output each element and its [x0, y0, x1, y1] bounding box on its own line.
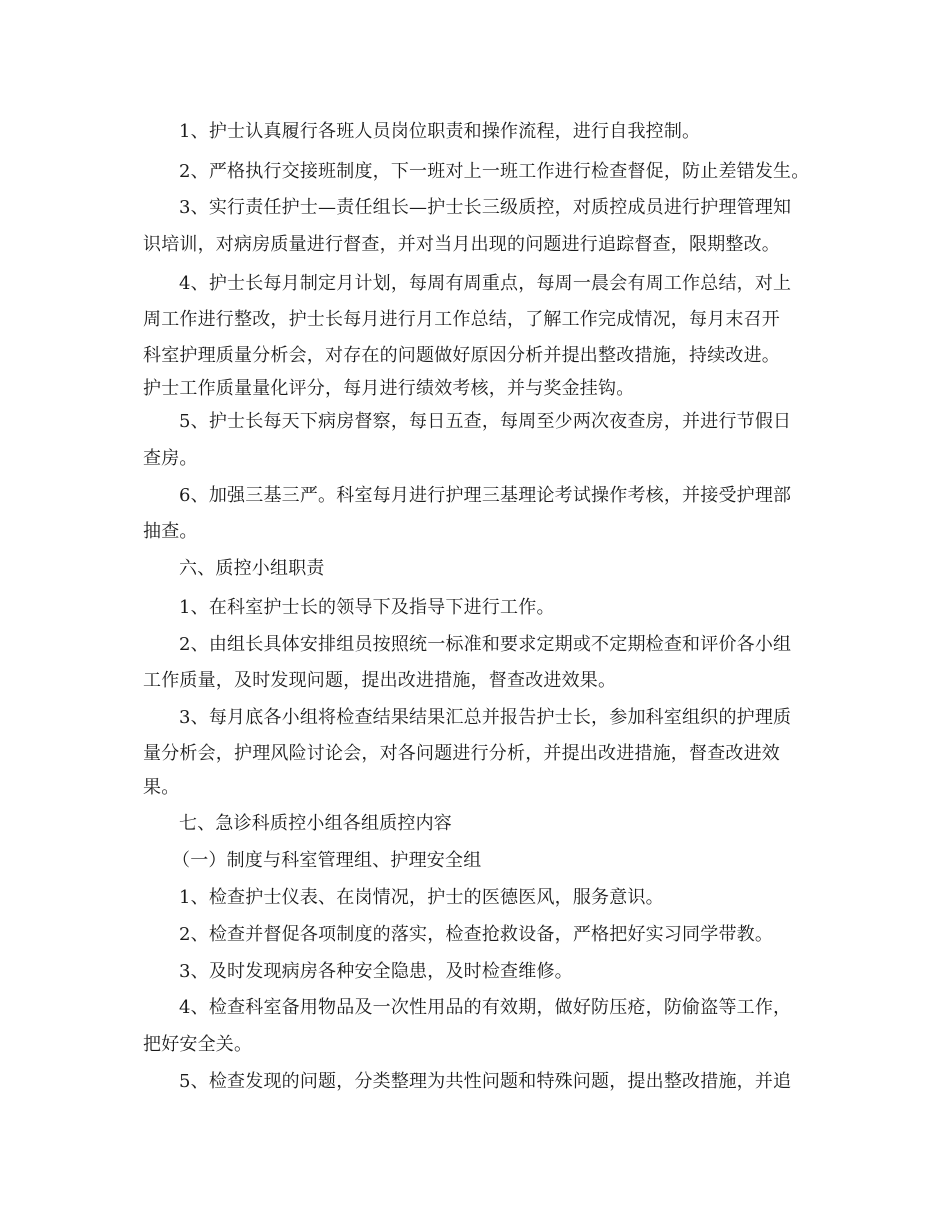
text-line: 2、检查并督促各项制度的落实，检查抢救设备，严格把好实习同学带教。 — [179, 924, 774, 945]
text-line: 把好安全关。 — [143, 1034, 253, 1055]
text-line: 科室护理质量分析会，对存在的问题做好原因分析并提出整改措施，持续改进。 — [143, 345, 780, 366]
text-line: 周工作进行整改，护士长每月进行月工作总结，了解工作完成情况，每月末召开 — [143, 309, 780, 330]
text-line: 1、护士认真履行各班人员岗位职责和操作流程，进行自我控制。 — [179, 121, 701, 142]
text-line: 查房。 — [143, 448, 198, 469]
text-line: 果。 — [143, 777, 180, 798]
text-line: 3、每月底各小组将检查结果结果汇总并报告护士长，参加科室组织的护理质 — [179, 707, 792, 728]
text-line: 3、及时发现病房各种安全隐患，及时检查维修。 — [179, 961, 573, 982]
text-line: 1、检查护士仪表、在岗情况，护士的医德医风，服务意识。 — [179, 887, 664, 908]
text-line: 量分析会，护理风险讨论会，对各问题进行分析，并提出改进措施，督查改进效 — [143, 743, 780, 764]
text-line: 5、检查发现的问题，分类整理为共性问题和特殊问题，提出整改措施，并追 — [179, 1071, 792, 1092]
section-heading: 六、质控小组职责 — [179, 558, 325, 579]
text-line: 3、实行责任护士—责任组长—护士长三级质控，对质控成员进行护理管理知 — [179, 197, 792, 218]
text-line: 1、在科室护士长的领导下及指导下进行工作。 — [179, 597, 555, 618]
section-heading: 七、急诊科质控小组各组质控内容 — [179, 813, 452, 834]
text-line: 6、加强三基三严。科室每月进行护理三基理论考试操作考核，并接受护理部 — [179, 485, 792, 506]
text-line: 工作质量，及时发现问题，提出改进措施，督查改进效果。 — [143, 670, 617, 691]
text-line: 抽查。 — [143, 521, 198, 542]
text-line: 2、由组长具体安排组员按照统一标准和要求定期或不定期检查和评价各小组 — [179, 634, 792, 655]
text-line: 4、检查科室备用物品及一次性用品的有效期，做好防压疮，防偷盗等工作， — [179, 997, 792, 1018]
subsection-heading: （一）制度与科室管理组、护理安全组 — [172, 850, 482, 871]
text-line: 护士工作质量量化评分，每月进行绩效考核，并与奖金挂钩。 — [143, 378, 635, 399]
text-line: 2、严格执行交接班制度，下一班对上一班工作进行检查督促，防止差错发生。 — [179, 161, 810, 182]
text-line: 4、护士长每月制定月计划，每周有周重点，每周一晨会有周工作总结，对上 — [179, 273, 792, 294]
text-line: 识培训，对病房质量进行督查，并对当月出现的问题进行追踪督查，限期整改。 — [143, 234, 780, 255]
text-line: 5、护士长每天下病房督察，每日五查，每周至少两次夜查房，并进行节假日 — [179, 411, 792, 432]
